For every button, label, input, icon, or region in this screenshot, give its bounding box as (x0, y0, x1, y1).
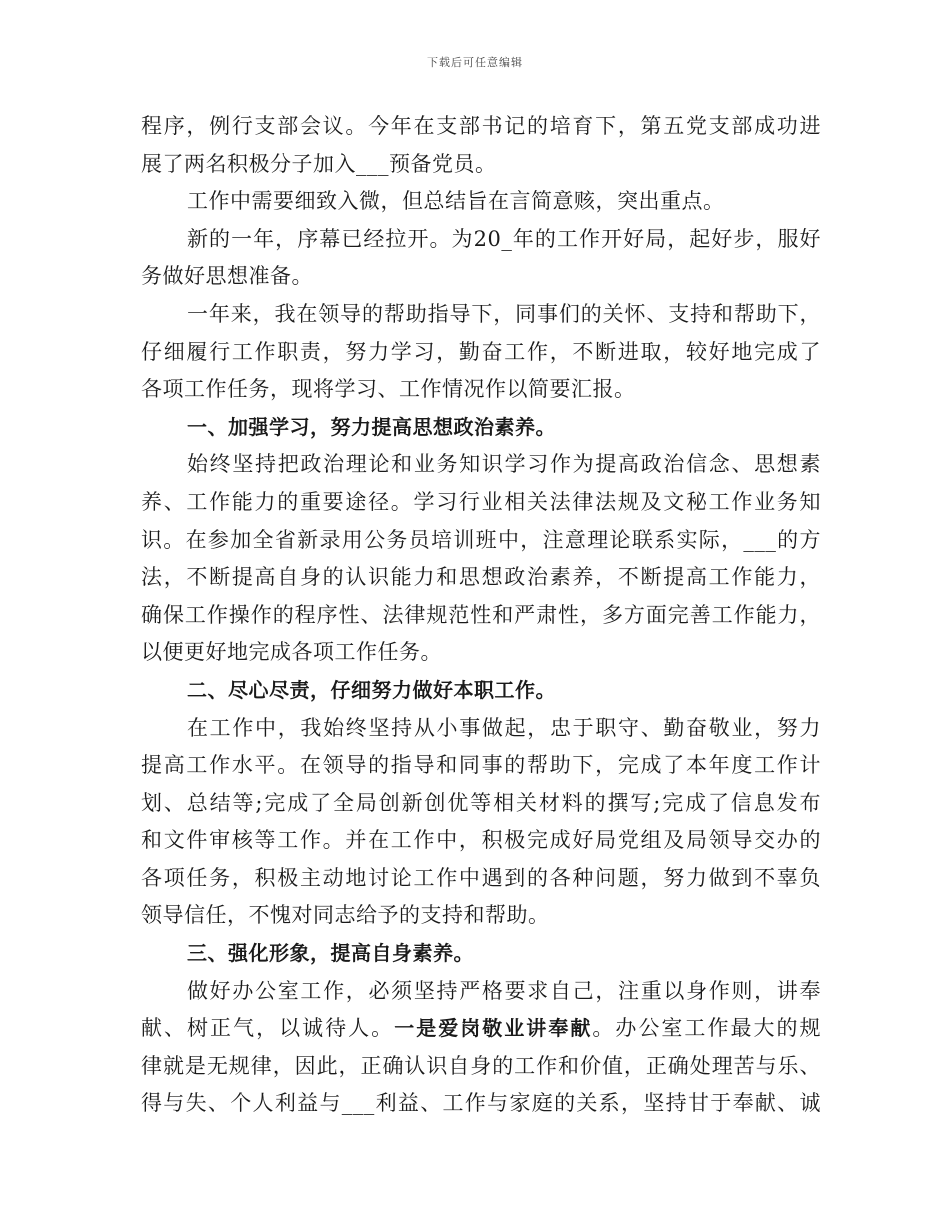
page-header: 下载后可任意编辑 (427, 56, 523, 69)
paragraph-line: 工作中需要细致入微，但总结旨在言简意赅，突出重点。 (187, 189, 725, 214)
paragraph-line: 在工作中，我始终坚持从小事做起，忠于职守、勤奋敬业，努力 (187, 715, 821, 740)
paragraph-line: 始终坚持把政治理论和业务知识学习作为提高政治信念、思想素 (187, 452, 821, 477)
paragraph-line: 得与失、个人利益与___利益、工作与家庭的关系，坚持甘于奉献、诚 (141, 1091, 821, 1116)
paragraph-line: 识。在参加全省新录用公务员培训班中，注意理论联系实际，___的方 (141, 527, 821, 552)
paragraph-line: 仔细履行工作职责，努力学习，勤奋工作，不断进取，较好地完成了 (141, 339, 821, 364)
line-text-plain: 献、树正气，以诚待人。 (141, 1016, 395, 1041)
section-heading: 一、加强学习，努力提高思想政治素养。 (187, 414, 556, 439)
paragraph-line: 和文件审核等工作。并在工作中，积极完成好局党组及局领导交办的 (141, 828, 821, 853)
section-heading: 三、强化形象，提高自身素养。 (187, 941, 474, 966)
paragraph-line: 程序，例行支部会议。今年在支部书记的培育下，第五党支部成功进 (141, 114, 821, 138)
paragraph-line: 养、工作能力的重要途径。学习行业相关法律法规及文秘工作业务知 (141, 489, 821, 514)
paragraph-line: 展了两名积极分子加入___预备党员。 (141, 151, 497, 176)
paragraph-line: 各项任务，积极主动地讨论工作中遇到的各种问题，努力做到不辜负 (141, 865, 821, 890)
paragraph-line: 以便更好地完成各项工作任务。 (141, 640, 442, 665)
paragraph-line: 做好办公室工作，必须坚持严格要求自己，注重以身作则，讲奉 (187, 978, 821, 1003)
paragraph-line: 法，不断提高自身的认识能力和思想政治素养，不断提高工作能力， (141, 565, 821, 590)
document-body (141, 108, 821, 1123)
paragraph-line: 提高工作水平。在领导的指导和同事的帮助下，完成了本年度工作计 (141, 753, 821, 778)
paragraph-line: 各项工作任务，现将学习、工作情况作以简要汇报。 (141, 377, 636, 402)
line-text-plain: 。办公室工作最大的规 (592, 1016, 822, 1041)
paragraph-line: 划、总结等;完成了全局创新创优等相关材料的撰写;完成了信息发布 (141, 790, 821, 815)
paragraph-line: 务做好思想准备。 (141, 264, 313, 289)
section-heading: 二、尽心尽责，仔细努力做好本职工作。 (187, 677, 556, 702)
paragraph-line: 新的一年，序幕已经拉开。为20_年的工作开好局，起好步，服好 (187, 226, 821, 251)
paragraph-line (141, 1010, 821, 1048)
paragraph-line: 律就是无规律，因此，正确认识自身的工作和价值，正确处理苦与乐、 (141, 1053, 821, 1078)
paragraph-line: 领导信任，不愧对同志给予的支持和帮助。 (141, 903, 550, 928)
paragraph-line: 确保工作操作的程序性、法律规范性和严肃性，多方面完善工作能力， (141, 602, 821, 627)
line-text-bold: 一是爱岗敬业讲奉献 (394, 1016, 593, 1041)
paragraph-line: 一年来，我在领导的帮助指导下，同事们的关怀、支持和帮助下， (187, 301, 821, 326)
